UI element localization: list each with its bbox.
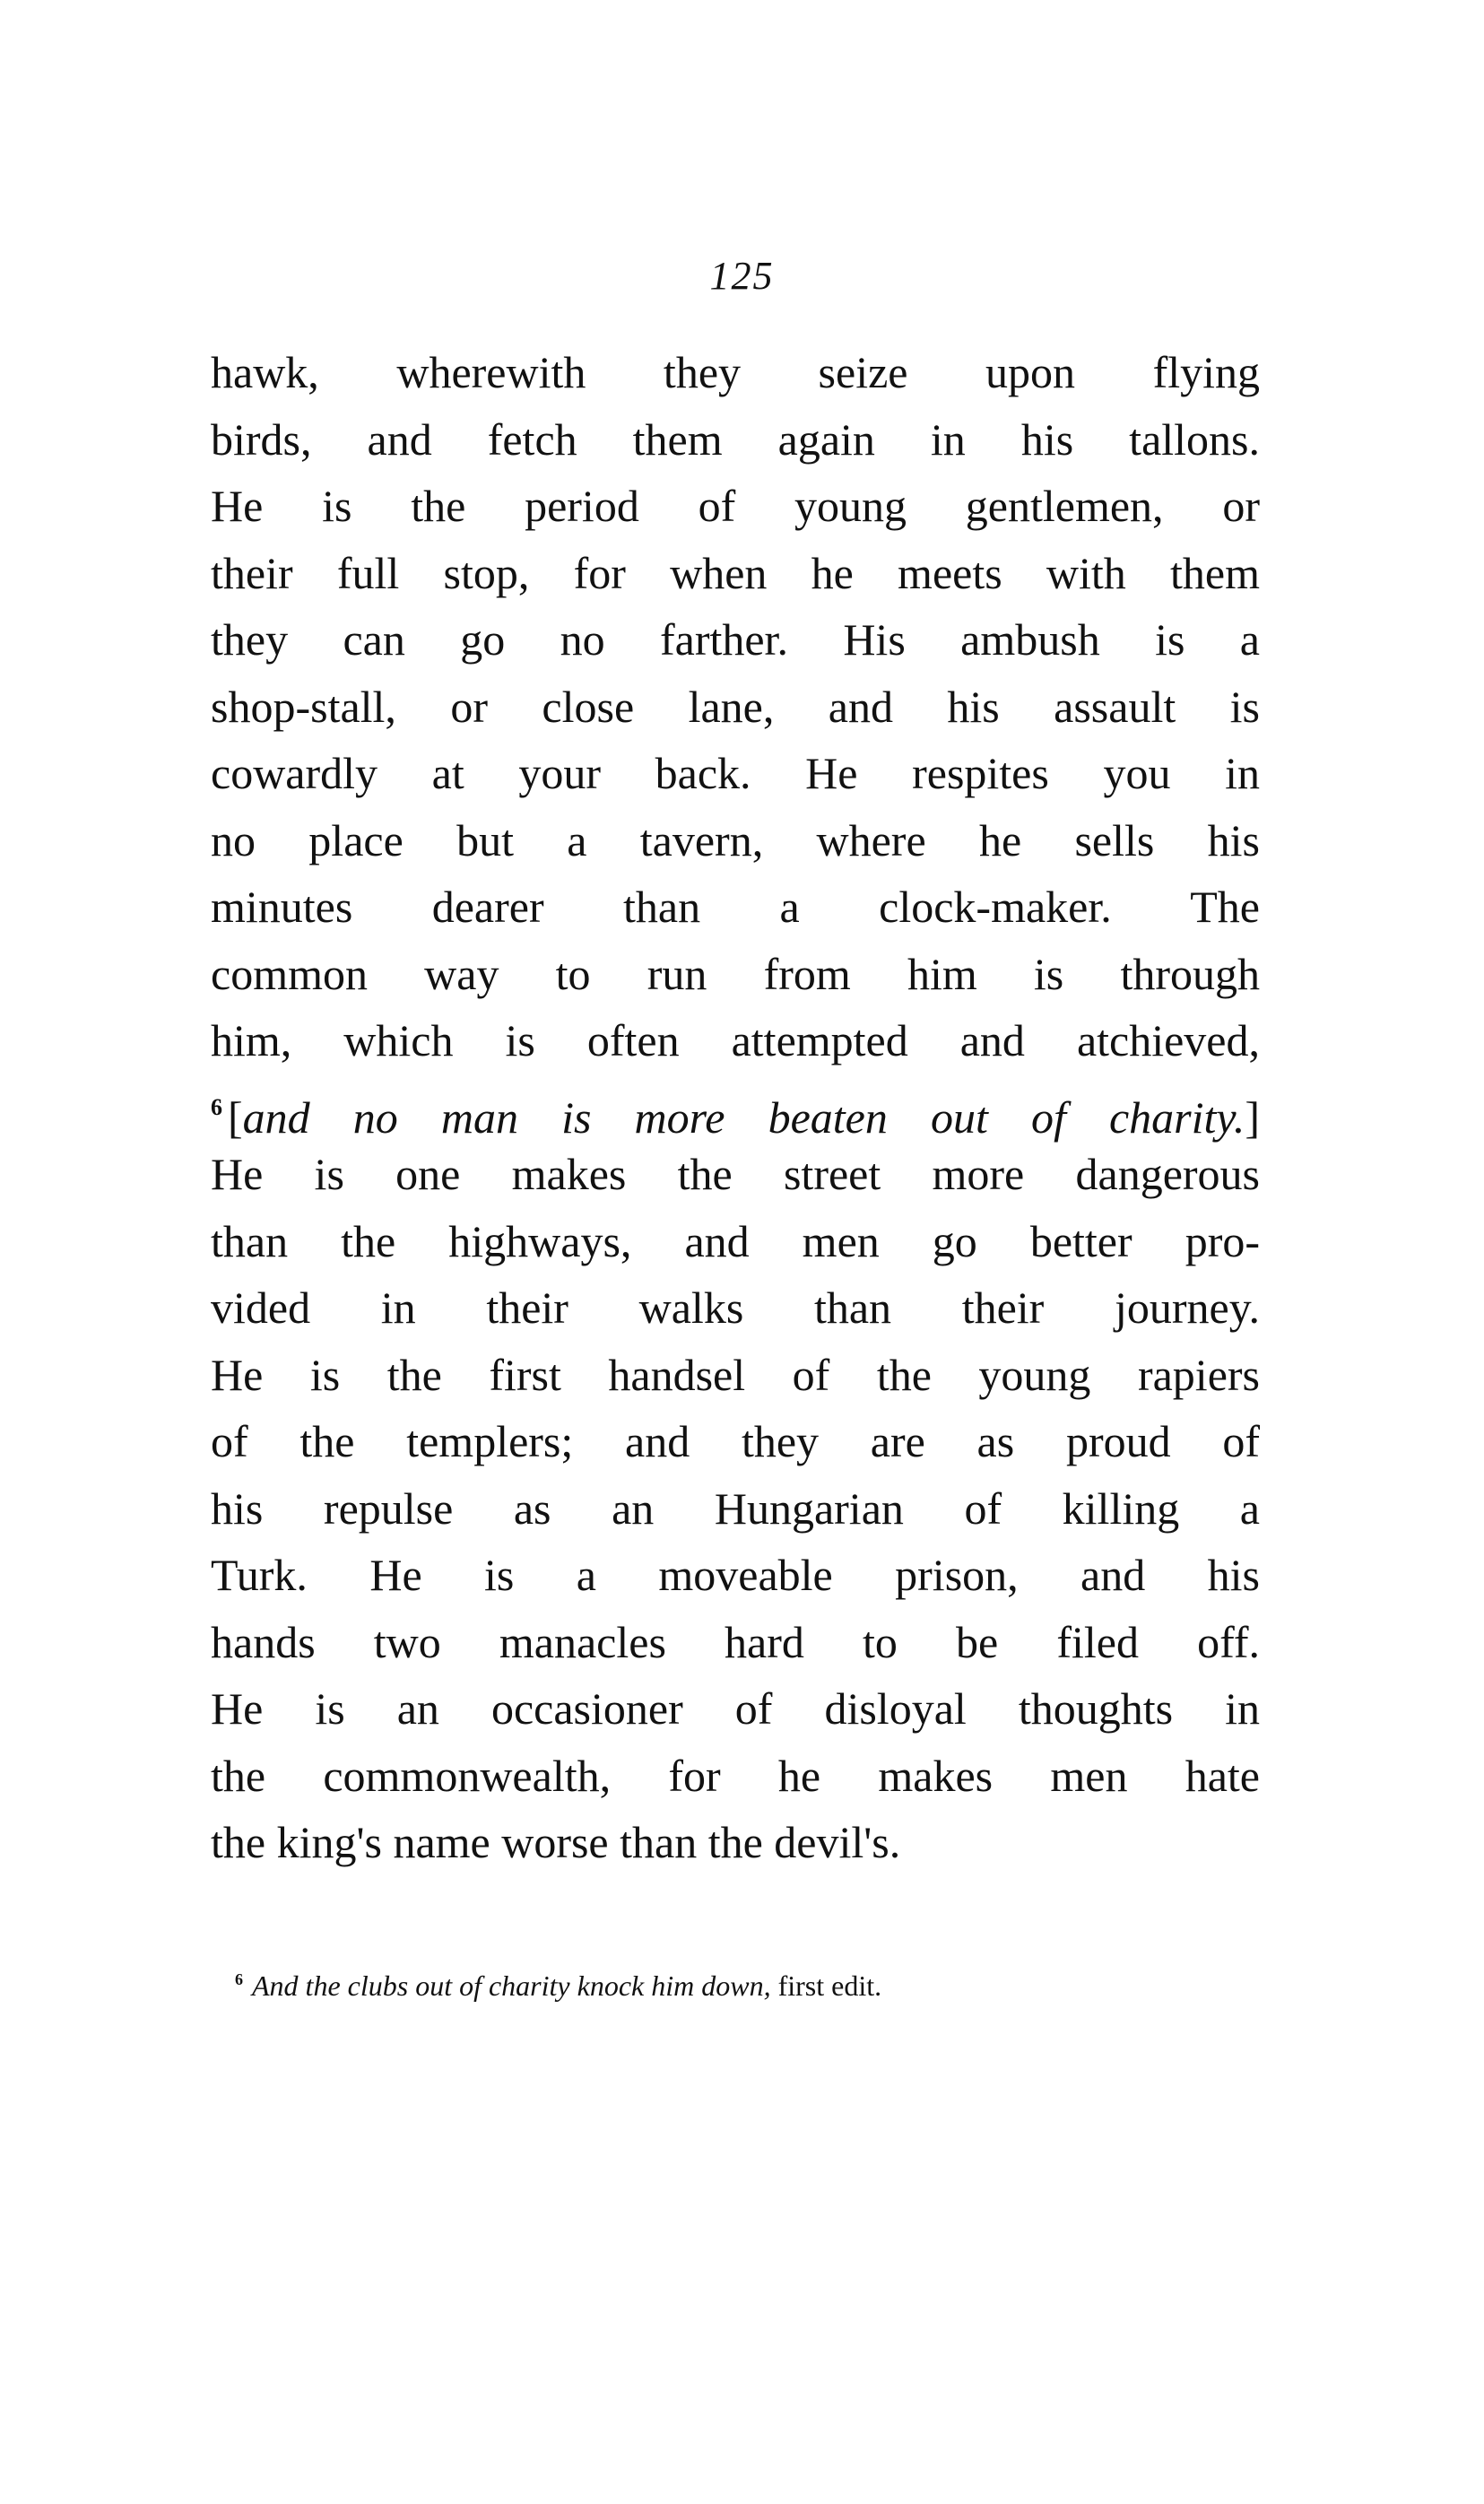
text-line: hawk, wherewith they seize upon flying: [211, 347, 1260, 397]
text-line: He is one makes the street more dangerous: [211, 1149, 1260, 1199]
text-line: him, which is often attempted and atchieved,: [211, 1015, 1260, 1065]
text-line: He is an occasioner of disloyal thoughts in: [211, 1683, 1260, 1734]
text-line: cowardly at your back. He respites you in: [211, 748, 1260, 798]
page-number: 125: [709, 254, 775, 298]
footnote-marker: 6: [235, 1970, 243, 1988]
footnote-reference: 6: [211, 1093, 222, 1120]
text-line: He is the period of young gentlemen, or: [211, 481, 1260, 531]
text-line: than the highways, and men go better pro-: [211, 1215, 1260, 1266]
text-line: Turk. He is a moveable prison, and his: [211, 1550, 1260, 1600]
text-line: He is the first handsel of the young rapiers: [211, 1349, 1260, 1400]
footnote: [235, 1969, 1239, 2003]
text-line: their full stop, for when he meets with them: [211, 547, 1260, 598]
footnote-plain-text: first edit.: [777, 1969, 882, 2002]
text-line: the commonwealth, for he makes men hate: [211, 1750, 1260, 1801]
footnote-italic-text: And the clubs out of charity knock him down,: [252, 1969, 771, 2002]
text-line: common way to run from him is through: [211, 948, 1260, 999]
text-line: his repulse as an Hungarian of killing a: [211, 1482, 1260, 1534]
text-line: vided in their walks than their journey.: [211, 1282, 1260, 1333]
text-line: hands two manacles hard to be filed off.: [211, 1616, 1260, 1667]
text-line: the king's name worse than the devil's.: [211, 1817, 901, 1867]
body-text: [211, 339, 1260, 1876]
close-bracket: ]: [1245, 1091, 1260, 1143]
text-line: of the templers; and they are as proud of: [211, 1416, 1260, 1466]
open-bracket: [: [228, 1091, 243, 1143]
variant-reading: and no man is more beaten out of charity.: [242, 1091, 1245, 1143]
text-line: birds, and fetch them again in his tallons.: [211, 413, 1260, 465]
text-line: shop-stall, or close lane, and his assault is: [211, 681, 1260, 732]
text-line: minutes dearer than a clock-maker. The: [211, 882, 1260, 932]
annotated-line: [211, 1074, 1260, 1142]
text-line: they can go no farther. His ambush is a: [211, 614, 1260, 665]
text-line: no place but a tavern, where he sells his: [211, 814, 1260, 865]
